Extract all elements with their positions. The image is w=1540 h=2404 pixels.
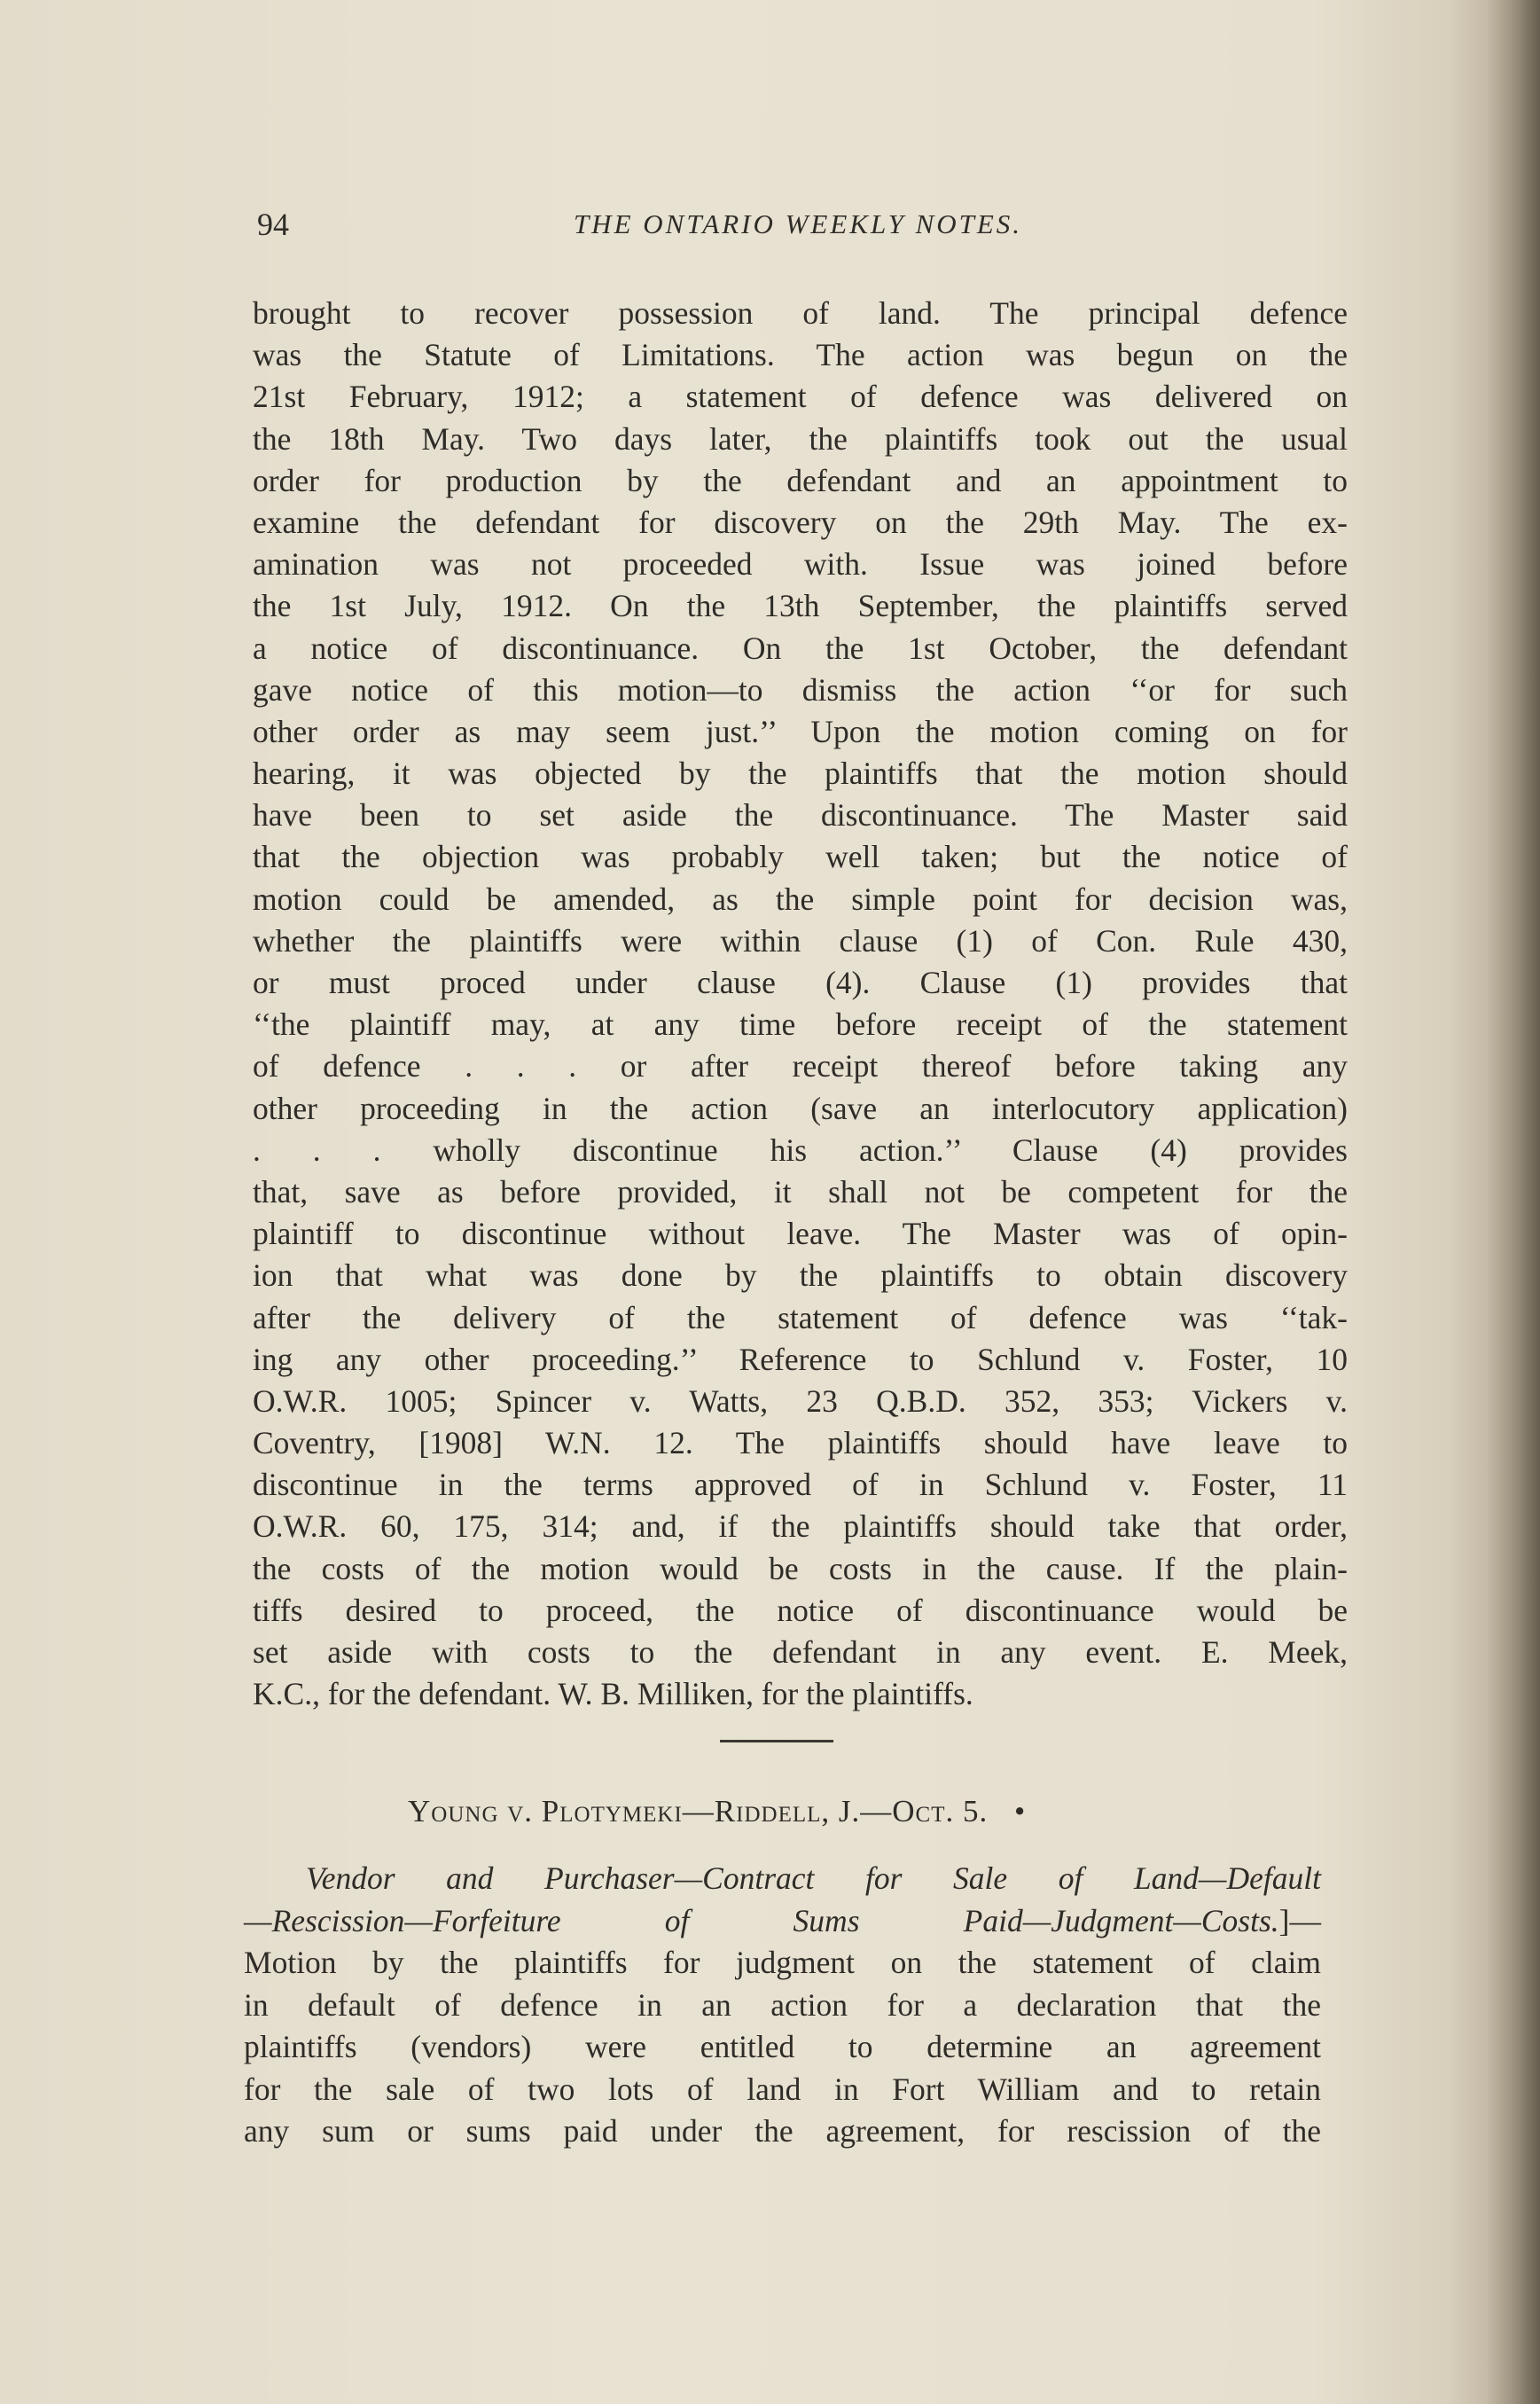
text-line: ion that what was done by the plaintiffs to obtain discovery <box>253 1257 1348 1294</box>
text-line: any sum or sums paid under the agreement, for rescission of the <box>244 2113 1321 2149</box>
case-dash: — <box>860 1794 893 1828</box>
text-line: plaintiff to discontinue without leave. The Master was of opin- <box>253 1216 1348 1252</box>
text-line: plaintiffs (vendors) were entitled to determine an agreement <box>244 2029 1321 2064</box>
text-line: set aside with costs to the defendant in any event. E. Meek, <box>253 1634 1348 1670</box>
text-line: O.W.R. 60, 175, 314; and, if the plaintiffs should take that order, <box>253 1508 1348 1545</box>
text-line: or must proced under clause (4). Clause (1) provides that <box>253 965 1348 1000</box>
case-date: Oct. 5. <box>892 1794 989 1828</box>
text-line: other proceeding in the action (save an interlocutory application) <box>253 1090 1348 1126</box>
case-judge: Riddell, J. <box>714 1794 861 1828</box>
text-line: whether the plaintiffs were within clause (1) of Con. Rule 430, <box>253 922 1348 959</box>
text-line: ‘‘the plaintiff may, at any time before receipt of the statement <box>253 1006 1348 1043</box>
text-line: for the sale of two lots of land in Fort William and to retain <box>244 2071 1321 2107</box>
text-line: K.C., for the defendant. W. B. Milliken, for the plaintiffs. <box>253 1676 973 1712</box>
case-headnote <box>244 1858 1321 2153</box>
text-line: motion could be amended, as the simple point for decision was, <box>253 881 1348 917</box>
text-line: O.W.R. 1005; Spincer v. Watts, 23 Q.B.D. 352, 353; Vickers v. <box>253 1382 1348 1419</box>
catchwords-line <box>244 1900 1321 1943</box>
text-line: a notice of discontinuance. On the 1st October, the defendant <box>253 630 1348 666</box>
text-line: have been to set aside the discontinuance. The Master said <box>253 797 1348 834</box>
catchwords-tail: ]— <box>1278 1902 1321 1938</box>
running-title: THE ONTARIO WEEKLY NOTES. <box>573 208 1023 239</box>
text-line: 21st February, 1912; a statement of defence was delivered on <box>253 379 1348 415</box>
case-heading <box>408 1789 1206 1834</box>
text-line: that, save as before provided, it shall not be competent for the <box>253 1173 1348 1210</box>
text-line: Coventry, [1908] W.N. 12. The plaintiffs should have leave to <box>253 1425 1348 1461</box>
text-line: the 18th May. Two days later, the plaintiffs took out the usual <box>253 420 1348 457</box>
catchwords-text: Vendor and Purchaser—Contract for Sale of Land—Default <box>306 1860 1321 1896</box>
text-line: order for production by the defendant and an appointment to <box>253 462 1348 498</box>
text-line: Motion by the plaintiffs for judgment on the statement of claim <box>244 1945 1321 1980</box>
case-dash: — <box>682 1794 715 1828</box>
text-line: amination was not proceeded with. Issue was joined before <box>253 546 1348 583</box>
text-line: other order as may seem just.’’ Upon the motion coming on for <box>253 713 1348 749</box>
section-divider <box>720 1740 833 1742</box>
text-line: the 1st July, 1912. On the 13th September, the plaintiffs served <box>253 588 1348 624</box>
page-edge-shadow <box>1487 0 1540 2404</box>
text-line: that the objection was probably well taken; but the notice of <box>253 839 1348 875</box>
text-line: examine the defendant for discovery on the 29th May. The ex- <box>253 504 1348 540</box>
text-line: tiffs desired to proceed, the notice of discontinuance would be <box>253 1592 1348 1628</box>
page-number: 94 <box>257 207 289 242</box>
page-header <box>257 202 1339 247</box>
text-line: after the delivery of the statement of defence was ‘‘tak- <box>253 1299 1348 1335</box>
case-parties: Young v. Plotymeki <box>408 1794 683 1828</box>
text-line: hearing, it was objected by the plaintiffs that the motion should <box>253 756 1348 792</box>
text-line: brought to recover possession of land. The principal defence <box>253 295 1348 331</box>
bullet-marker: • <box>1014 1794 1027 1828</box>
text-line: gave notice of this motion—to dismiss the action ‘‘or for such <box>253 671 1348 708</box>
text-line: of defence . . . or after receipt thereof before taking any <box>253 1048 1348 1085</box>
text-line: discontinue in the terms approved of in Schlund v. Foster, 11 <box>253 1467 1348 1503</box>
text-line: was the Statute of Limitations. The action was begun on the <box>253 337 1348 373</box>
text-line: in default of defence in an action for a declaration that the <box>244 1986 1321 2023</box>
catchwords-text: —Rescission—Forfeiture of Sums Paid—Judgment—Costs. <box>244 1902 1279 1938</box>
text-line: ing any other proceeding.’’ Reference to Schlund v. Foster, 10 <box>253 1341 1348 1377</box>
catchwords-line <box>244 1858 1321 1900</box>
text-line: . . . wholly discontinue his action.’’ Clause (4) provides <box>253 1132 1348 1168</box>
text-line: the costs of the motion would be costs in the cause. If the plain- <box>253 1550 1348 1586</box>
case-continuation-text <box>253 293 1348 1715</box>
